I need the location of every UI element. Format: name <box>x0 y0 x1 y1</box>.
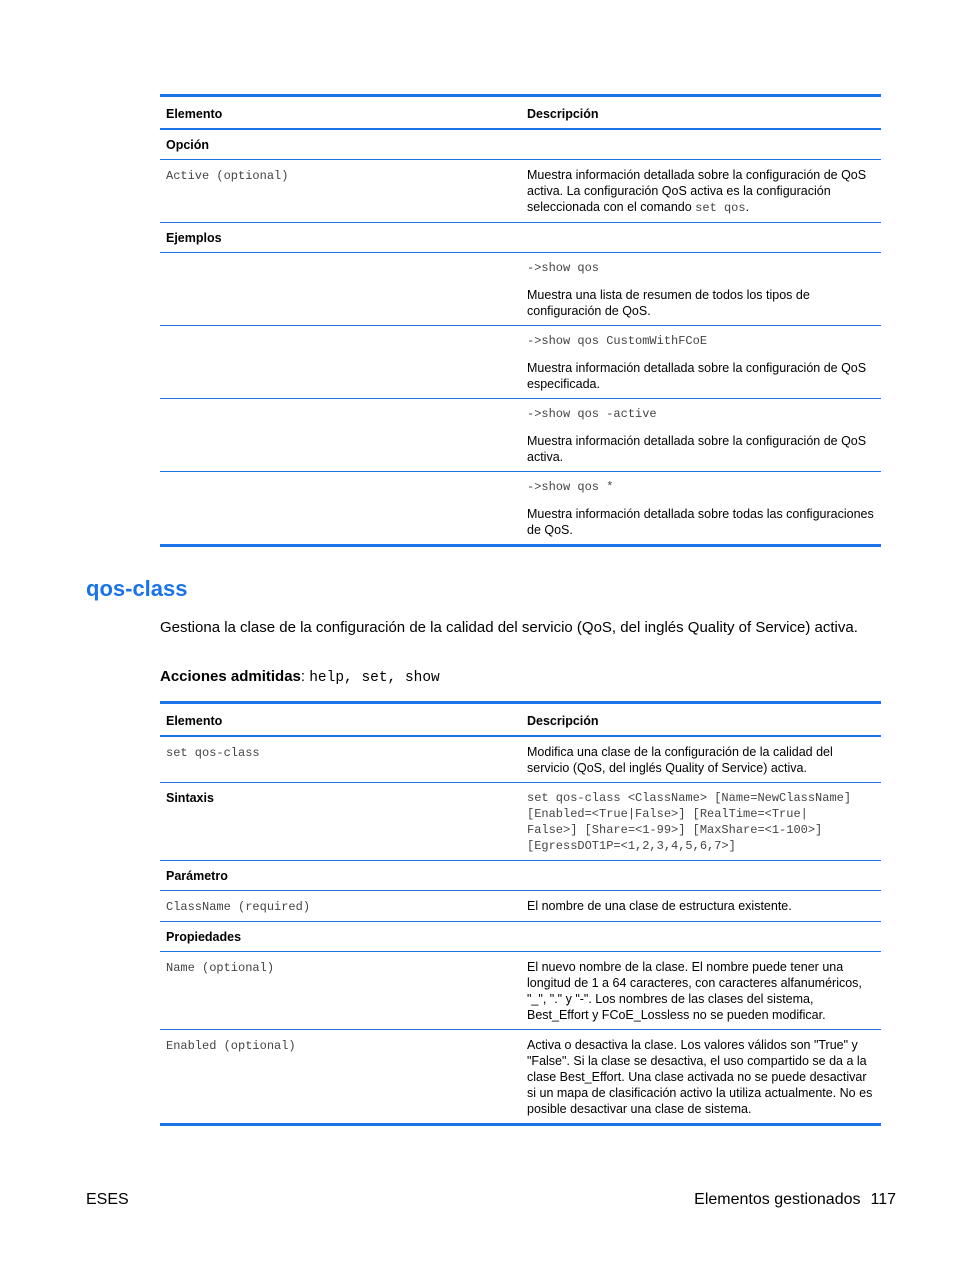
section-row-properties <box>160 922 881 952</box>
section-label: Opción <box>160 129 521 160</box>
page-number: 117 <box>870 1191 896 1208</box>
table-header <box>160 96 881 130</box>
section-row-option <box>160 129 881 160</box>
element-description: El nuevo nombre de la clase. El nombre puede tener una longitud de 1 a 64 caracteres, con caracteres alfanuméricos, "_", "." y "-". Los nombres de las clases del sistema, Best_Effort y FCoE_Lossless no se pueden modificar. <box>521 952 881 1030</box>
syntax-row <box>160 783 881 861</box>
example-row <box>160 253 881 326</box>
example-description: Muestra información detallada sobre la configuración de QoS activa. <box>527 434 867 464</box>
element-name: ClassName (required) <box>166 900 311 914</box>
example-command: ->show qos -active <box>527 407 657 421</box>
footer-page-info <box>694 1191 896 1209</box>
inline-command: set qos <box>695 201 746 215</box>
example-row <box>160 399 881 472</box>
example-command: ->show qos CustomWithFCoE <box>527 334 708 348</box>
column-header-description: Descripción <box>521 96 881 130</box>
supported-actions: Acciones admitidas: help, set, show <box>160 668 440 686</box>
syntax-label: Sintaxis <box>160 783 521 861</box>
table-row <box>160 891 881 922</box>
section-intro: Gestiona la clase de la configuración de la calidad del servicio (QoS, del inglés Quality of Service) activa. <box>160 619 858 636</box>
footer-section-name: Elementos gestionados <box>694 1191 861 1208</box>
section-label: Propiedades <box>160 922 521 952</box>
section-title: qos-class <box>86 576 188 601</box>
section-row-examples <box>160 223 881 253</box>
element-description: Modifica una clase de la configuración de la calidad del servicio (QoS, del inglés Quality of Service) activa. <box>521 736 881 783</box>
table-row <box>160 1030 881 1125</box>
section-label: Ejemplos <box>160 223 521 253</box>
element-description: Activa o desactiva la clase. Los valores válidos son "True" y "False". Si la clase se desactiva, el uso compartido se da a la clase Best_Effort. Una clase activada no se puede desactivar si un mapa de clasificación activo la utiliza actualmente. No es posible desactivar una clase de sistema. <box>521 1030 881 1125</box>
syntax-text: set qos-class <ClassName> [Name=NewClassName] [Enabled=<True|False>] [RealTime=<True| False>] [Share=<1-99>] [MaxShare=<1-100>] [EgressDOT1P=<1,2,3,4,5,6,7>] <box>521 783 881 861</box>
table-row <box>160 952 881 1030</box>
supported-actions-values: help, set, show <box>309 670 440 686</box>
column-header-element: Elemento <box>160 96 521 130</box>
example-command: ->show qos <box>527 261 600 275</box>
element-description: Muestra información detallada sobre la configuración de QoS activa. La configuración QoS activa es la configuración seleccionada con el comando set qos. <box>521 160 881 223</box>
column-header-element: Elemento <box>160 703 521 737</box>
example-description: Muestra información detallada sobre todas las configuraciones de QoS. <box>527 507 874 537</box>
example-command: ->show qos * <box>527 480 614 494</box>
example-row <box>160 326 881 399</box>
section-row-parameter <box>160 861 881 891</box>
table-row <box>160 160 881 223</box>
example-description: Muestra información detallada sobre la configuración de QoS especificada. <box>527 361 867 391</box>
table-header <box>160 703 881 737</box>
element-name: Active (optional) <box>166 169 289 183</box>
example-description: Muestra una lista de resumen de todos los tipos de configuración de QoS. <box>527 288 810 318</box>
element-name: Enabled (optional) <box>166 1039 296 1053</box>
element-name: set qos-class <box>166 746 260 760</box>
table-row <box>160 736 881 783</box>
section-label: Parámetro <box>160 861 521 891</box>
column-header-description: Descripción <box>521 703 881 737</box>
qos-table <box>160 94 881 547</box>
footer-locale: ESES <box>86 1191 129 1208</box>
supported-actions-label: Acciones admitidas <box>160 668 301 685</box>
element-description: El nombre de una clase de estructura existente. <box>521 891 881 922</box>
element-name: Name (optional) <box>166 961 275 975</box>
qos-class-table <box>160 701 881 1126</box>
example-row <box>160 472 881 546</box>
